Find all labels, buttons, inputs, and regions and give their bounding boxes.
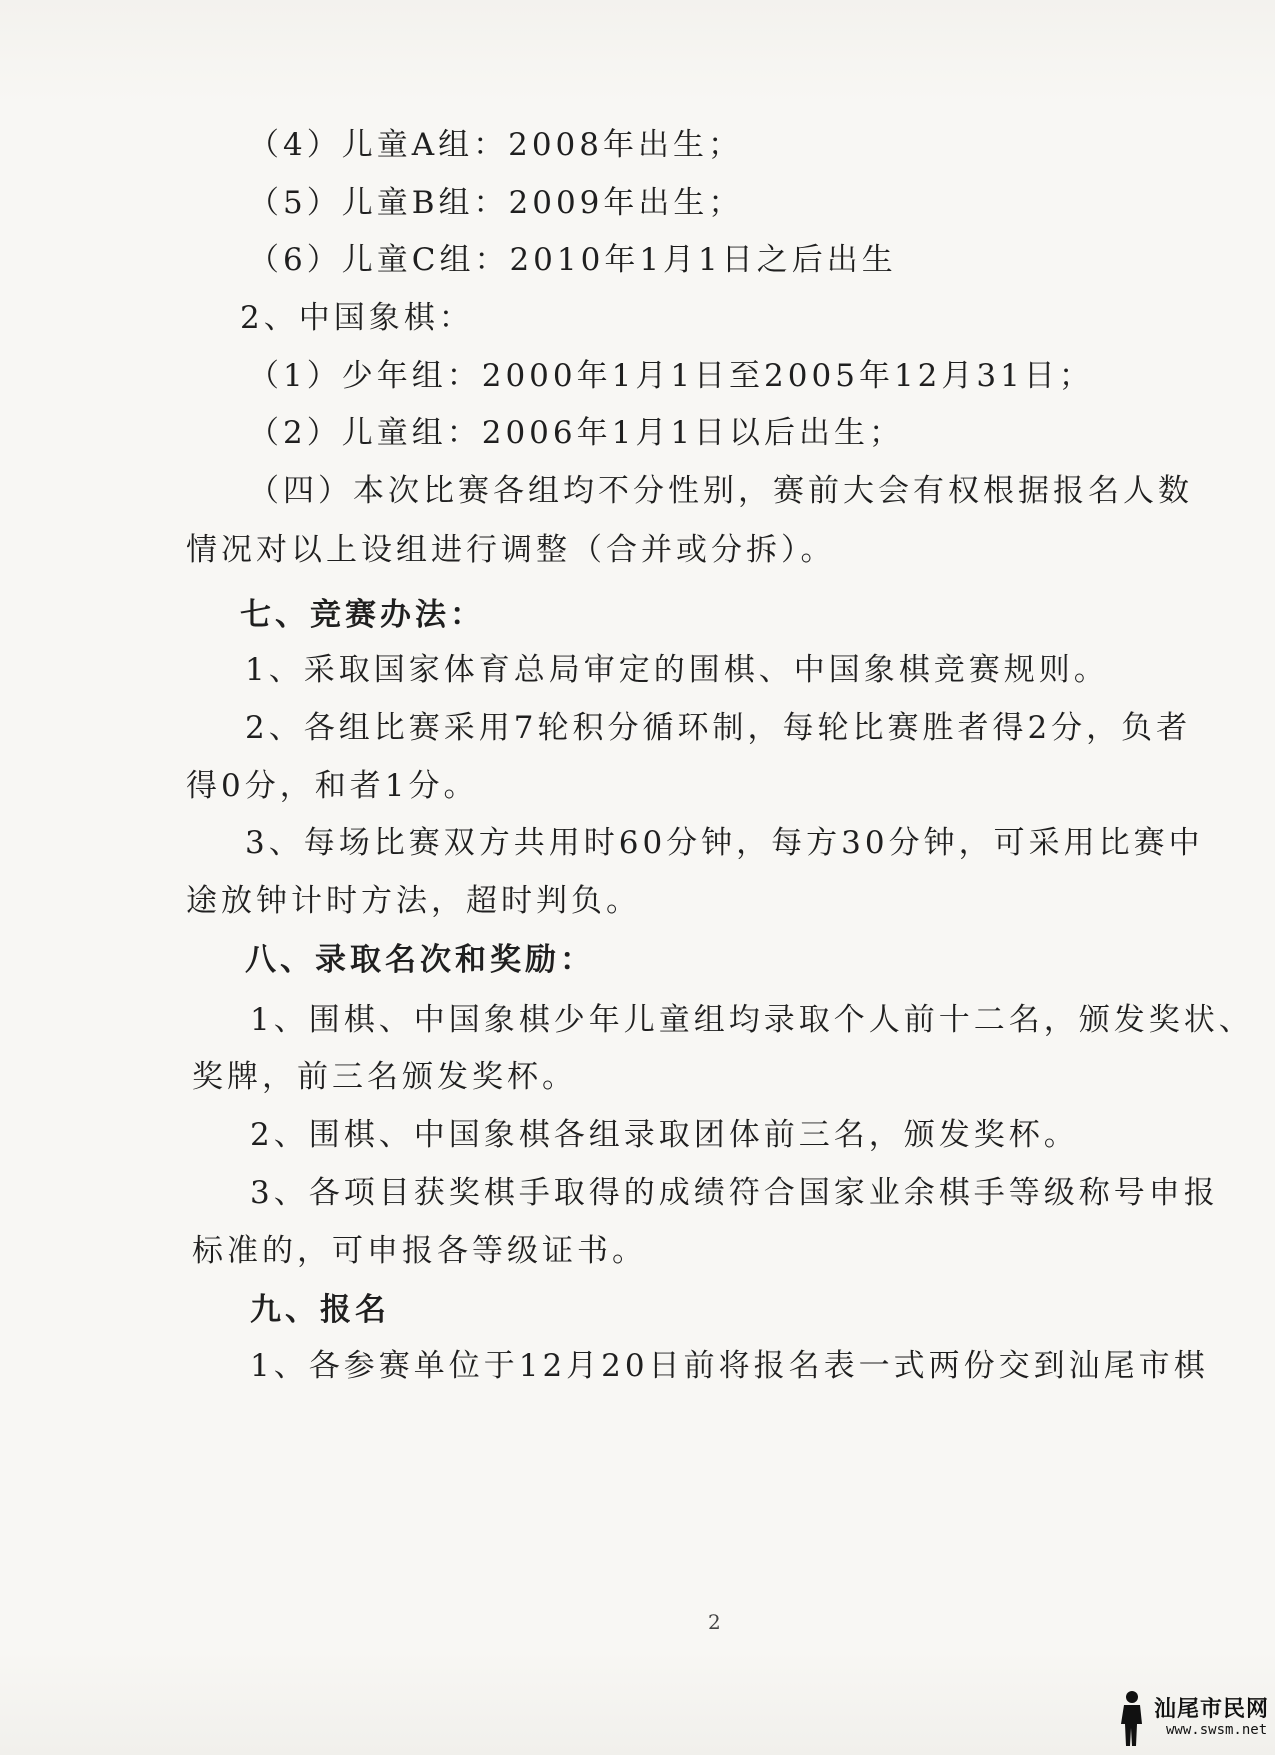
site-watermark — [1110, 1690, 1275, 1750]
watermark-name: 汕尾市民网 — [1154, 1696, 1270, 1722]
text-line: 2、围棋、中国象棋各组录取团体前三名，颁发奖杯。 — [250, 1117, 1079, 1153]
text-line: （1）少年组：2000年1月1日至2005年12月31日； — [248, 358, 1094, 394]
text-line: 情况对以上设组进行调整（合并或分拆）。 — [186, 532, 836, 568]
section-heading: 九、报名 — [250, 1292, 390, 1328]
text-line: （4）儿童A组：2008年出生； — [248, 127, 744, 163]
text-line: 3、各项目获奖棋手取得的成绩符合国家业余棋手等级称号申报 — [250, 1175, 1219, 1211]
text-line: （四）本次比赛各组均不分性别，赛前大会有权根据报名人数 — [248, 473, 1193, 509]
text-line: 标准的，可申报各等级证书。 — [192, 1233, 647, 1269]
text-line: （5）儿童B组：2009年出生； — [248, 185, 744, 221]
page-number: 2 — [708, 1610, 721, 1634]
section-heading: 八、录取名次和奖励： — [245, 942, 595, 978]
text-line: 3、每场比赛双方共用时60分钟，每方30分钟，可采用比赛中 — [245, 825, 1204, 861]
text-line: （2）儿童组：2006年1月1日以后出生； — [248, 415, 905, 451]
text-line: 奖牌，前三名颁发奖杯。 — [192, 1059, 577, 1095]
person-silhouette-icon — [1114, 1690, 1150, 1748]
text-line: 2、中国象棋： — [240, 300, 474, 336]
text-line: 2、各组比赛采用7轮积分循环制，每轮比赛胜者得2分，负者 — [245, 710, 1192, 746]
text-line: 1、各参赛单位于12月20日前将报名表一式两份交到汕尾市棋 — [250, 1348, 1209, 1384]
watermark-url: www.swsm.net — [1166, 1722, 1268, 1738]
text-line: 1、围棋、中国象棋少年儿童组均录取个人前十二名，颁发奖状、 — [250, 1002, 1254, 1038]
text-line: 途放钟计时方法，超时判负。 — [186, 883, 641, 919]
text-line: 1、采取国家体育总局审定的围棋、中国象棋竞赛规则。 — [245, 652, 1109, 688]
section-heading: 七、竞赛办法： — [240, 597, 485, 633]
text-line: 得0分，和者1分。 — [186, 768, 479, 804]
text-line: （6）儿童C组：2010年1月1日之后出生 — [248, 242, 897, 278]
